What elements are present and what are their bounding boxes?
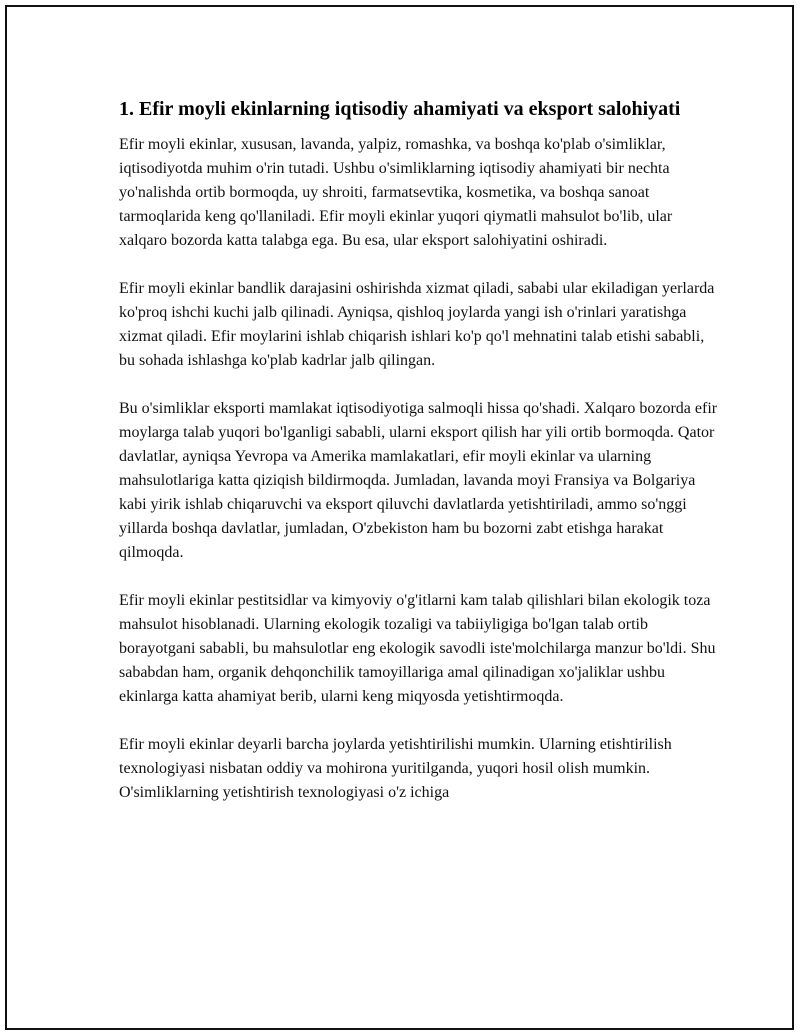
page-frame: [5, 5, 794, 1030]
paragraph-2: Efir moyli ekinlar bandlik darajasini oshirishda xizmat qiladi, sababi ular ekiladigan yerlarda ko'proq ishchi kuchi jalb qilinadi. Ayniqsa, qishloq joylarda yangi ish o'rinlari yaratishga xizmat qiladi. Efir moylarini ishlab chiqarish ishlari ko'p qo'l mehnatini talab etishi sababli, bu sohada ishlashga ko'plab kadrlar jalb qilingan.: [119, 280, 715, 369]
document-body: [119, 95, 719, 829]
article-title: 1. Efir moyli ekinlarning iqtisodiy ahamiyati va eksport salohiyati: [119, 98, 681, 120]
paragraph-1: Efir moyli ekinlar, xususan, lavanda, yalpiz, romashka, va boshqa ko'plab o'simliklar, iqtisodiyotda muhim o'rin tutadi. Ushbu o'simliklarning iqtisodiy ahamiyati bir nechta yo'nalishda ortib bormoqda, uy shroiti, farmatsevtika, kosmetika, va boshqa sanoat tarmoqlarida keng qo'llaniladi. Efir moyli ekinlar yuqori qiymatli mahsulot bo'lib, ular xalqaro bozorda katta talabga ega. Bu esa, ular eksport salohiyatini oshiradi.: [119, 136, 673, 249]
paragraph-5: Efir moyli ekinlar deyarli barcha joylarda yetishtirilishi mumkin. Ularning etishtirilish texnologiyasi nisbatan oddiy va mohirona yuritilganda, yuqori hosil olish mumkin. O'simliklarning yetishtirish texnologiyasi o'z ichiga: [119, 736, 672, 801]
paragraph-3: Bu o'simliklar eksporti mamlakat iqtisodiyotiga salmoqli hissa qo'shadi. Xalqaro bozorda efir moylarga talab yuqori bo'lganligi sababli, ularni eksport qilish har yili ortib bormoqda. Qator davlatlar, ayniqsa Yevropa va Amerika mamlakatlari, efir moyli ekinlar va ularning mahsulotlariga katta qiziqish bildirmoqda. Jumladan, lavanda moyi Fransiya va Bolgariya kabi yirik ishlab chiqaruvchi va eksport qiluvchi davlatlarda yetishtiriladi, ammo so'nggi yillarda boshqa davlatlar, jumladan, O'zbekiston ham bu bozorni zabt etishga harakat qilmoqda.: [119, 400, 718, 561]
paragraph-4: Efir moyli ekinlar pestitsidlar va kimyoviy o'g'itlarni kam talab qilishlari bilan ekologik toza mahsulot hisoblanadi. Ularning ekologik tozaligi va tabiiyligiga bo'lgan talab ortib borayotgani sababli, bu mahsulotlar eng ekologik savodli iste'molchilarga manzur bo'ldi. Shu sababdan ham, organik dehqonchilik tamoyillariga amal qilinadigan xo'jaliklar ushbu ekinlarga katta ahamiyat berib, ularni keng miqyosda yetishtirmoqda.: [119, 592, 716, 705]
